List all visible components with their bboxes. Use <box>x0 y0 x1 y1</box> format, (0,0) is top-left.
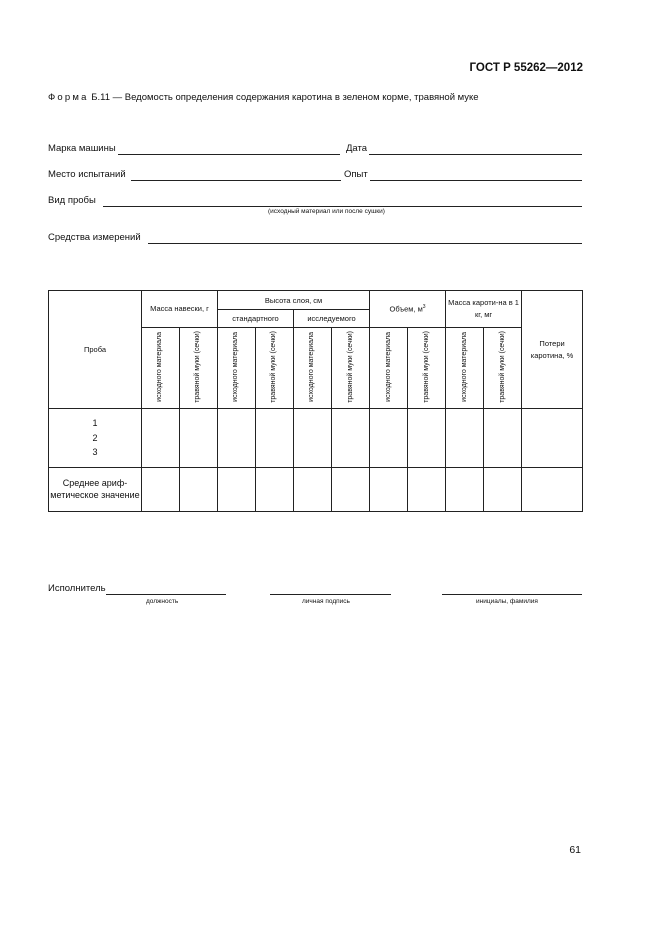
data-cell[interactable] <box>484 468 522 512</box>
carotene-grass-subheader: травяной муки (сечки) <box>498 331 506 403</box>
studied-source-subheader: исходного материала <box>308 332 316 402</box>
page-number: 61 <box>569 844 581 856</box>
data-cell[interactable] <box>294 409 332 468</box>
position-hint: должность <box>146 598 179 605</box>
volume-exponent: 3 <box>422 304 426 311</box>
name-line[interactable] <box>442 594 582 595</box>
instruments-label: Средства измерений <box>48 232 141 243</box>
form-title <box>48 92 479 103</box>
volume-header-text: Объем, м <box>389 304 423 314</box>
form-title-text: Б.11 — Ведомость определения содержания каротина в зеленом корме, травяной муке <box>91 92 479 103</box>
data-cell[interactable] <box>256 468 294 512</box>
sample-header: Проба <box>49 291 142 409</box>
volume-grass-subheader: травяной муки (сечки) <box>422 331 430 403</box>
row-numbers-cell <box>49 409 142 468</box>
instruments-line[interactable] <box>148 243 582 244</box>
position-line[interactable] <box>106 594 226 595</box>
data-cell[interactable] <box>142 409 180 468</box>
data-cell[interactable] <box>142 468 180 512</box>
volume-source-subheader: исходного материала <box>384 332 392 402</box>
standard-subheader: стандартного <box>218 310 294 328</box>
average-row-label: Среднее ариф-метическое значение <box>49 468 142 512</box>
data-cell[interactable] <box>294 468 332 512</box>
data-cell[interactable] <box>522 468 583 512</box>
data-cell[interactable] <box>446 468 484 512</box>
mass-header: Масса навески, г <box>142 291 218 328</box>
form-label: Форма <box>48 92 89 103</box>
mass-grass-subheader: травяной муки (сечки) <box>194 331 202 403</box>
standard-source-subheader: исходного материала <box>232 332 240 402</box>
sample-type-label: Вид пробы <box>48 195 96 206</box>
test-site-line[interactable] <box>131 180 341 181</box>
data-cell[interactable] <box>408 468 446 512</box>
data-cell[interactable] <box>256 409 294 468</box>
data-cell[interactable] <box>522 409 583 468</box>
data-cell[interactable] <box>332 409 370 468</box>
data-cell[interactable] <box>370 409 408 468</box>
executor-label: Исполнитель <box>48 583 106 594</box>
carotene-table <box>48 290 583 512</box>
data-cell[interactable] <box>484 409 522 468</box>
data-cell[interactable] <box>218 409 256 468</box>
sample-type-hint: (исходный материал или после сушки) <box>268 208 385 215</box>
carotene-mass-header: Масса кароти-на в 1 кг, мг <box>446 291 522 328</box>
machine-brand-label: Марка машины <box>48 143 116 154</box>
date-label: Дата <box>346 143 368 154</box>
carotene-source-subheader: исходного материала <box>460 332 468 402</box>
table-row-average <box>49 468 583 512</box>
studied-grass-subheader: травяной муки (сечки) <box>346 331 354 403</box>
experiment-label: Опыт <box>344 169 368 180</box>
sample-type-line[interactable] <box>103 206 582 207</box>
standard-number: ГОСТ Р 55262—2012 <box>469 62 583 74</box>
standard-grass-subheader: травяной муки (сечки) <box>270 331 278 403</box>
layer-height-header: Высота слоя, см <box>218 291 370 310</box>
mass-source-subheader: исходного материала <box>156 332 164 402</box>
signature-line[interactable] <box>270 594 391 595</box>
signature-hint: личная подпись <box>302 598 350 605</box>
row-number-1: 1 <box>92 417 98 428</box>
name-hint: инициалы, фамилия <box>476 598 538 605</box>
experiment-line[interactable] <box>370 180 582 181</box>
data-cell[interactable] <box>180 468 218 512</box>
studied-subheader: исследуемого <box>294 310 370 328</box>
row-number-2: 2 <box>92 432 98 443</box>
test-site-label: Место испытаний <box>48 169 126 180</box>
carotene-loss-header: Потери каротина, % <box>522 291 583 409</box>
table-row <box>49 409 583 468</box>
data-cell[interactable] <box>370 468 408 512</box>
data-cell[interactable] <box>218 468 256 512</box>
machine-brand-line[interactable] <box>118 154 340 155</box>
data-cell[interactable] <box>446 409 484 468</box>
data-cell[interactable] <box>332 468 370 512</box>
volume-header <box>370 291 446 328</box>
data-cell[interactable] <box>408 409 446 468</box>
data-cell[interactable] <box>180 409 218 468</box>
row-number-3: 3 <box>92 447 98 458</box>
date-line[interactable] <box>369 154 582 155</box>
